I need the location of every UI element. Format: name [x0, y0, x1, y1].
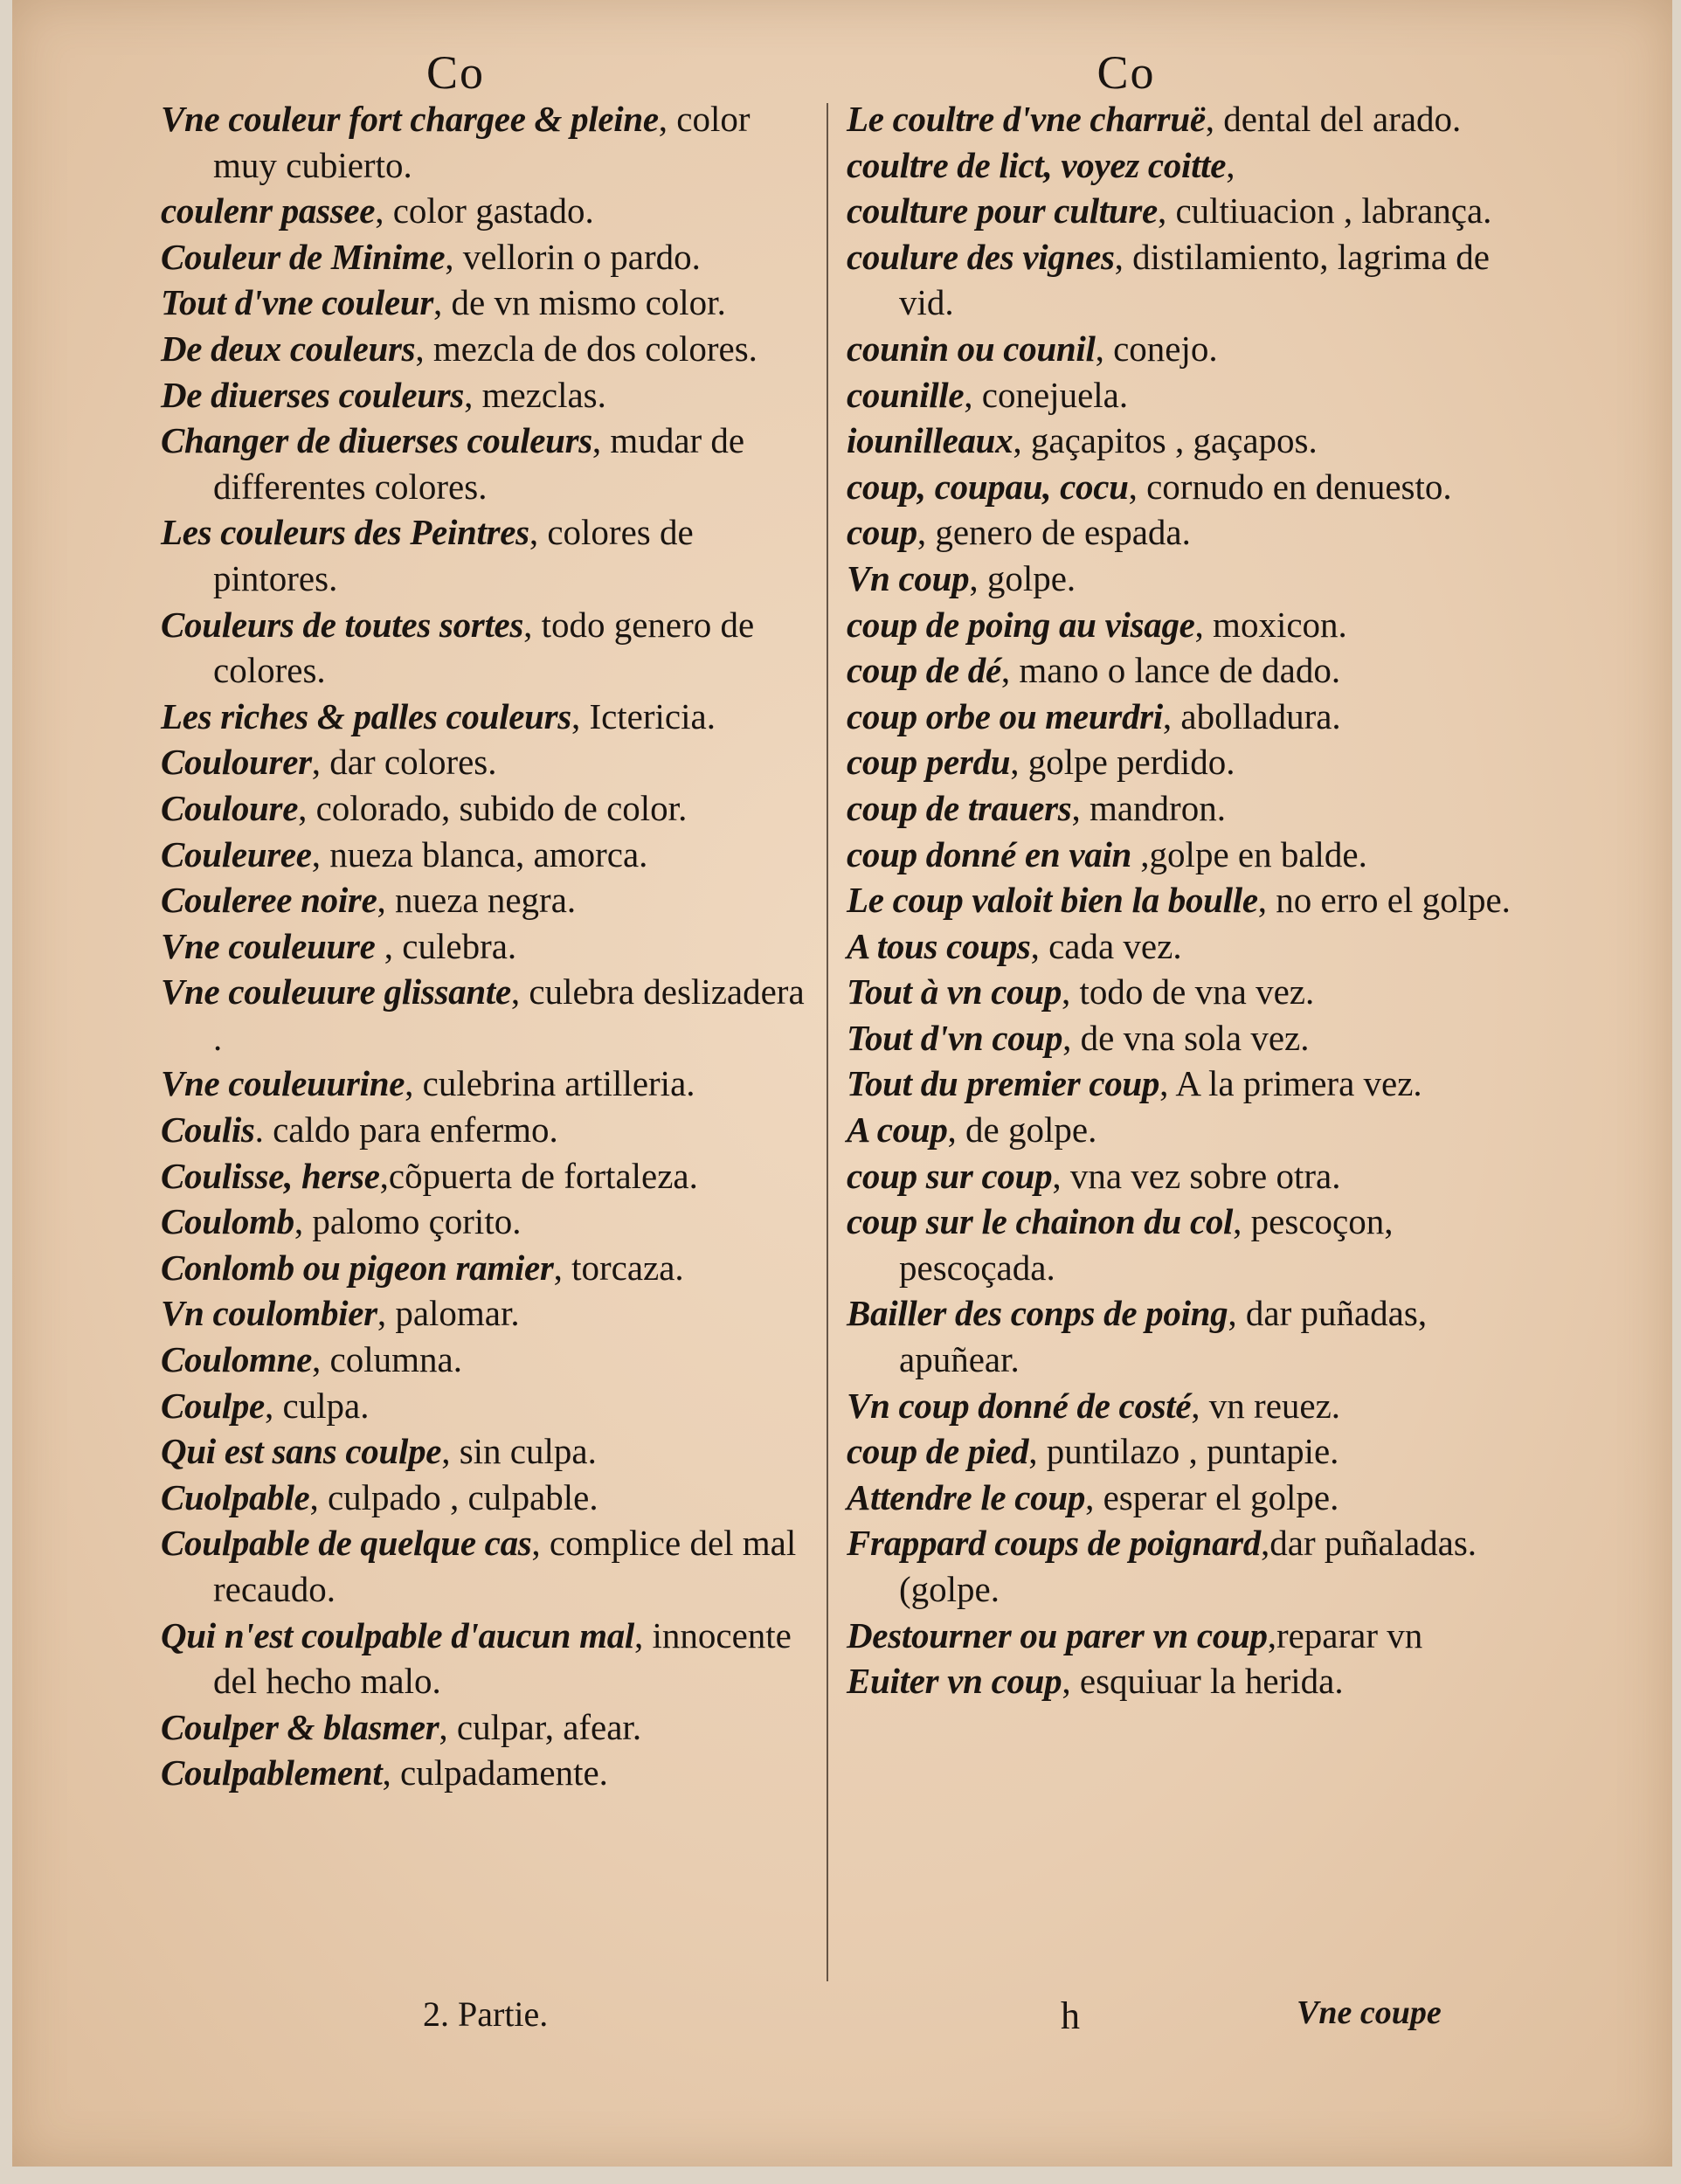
signature-mark: 2. Partie. [423, 1994, 549, 2034]
dictionary-entry [161, 1061, 820, 1107]
entry-definition: , todo genero de colores. [213, 604, 755, 691]
entry-headword: coup orbe ou meurdri [847, 695, 1163, 736]
dictionary-entry [847, 1475, 1511, 1521]
entry-headword: A coup [847, 1109, 948, 1151]
dictionary-entry [847, 647, 1511, 694]
dictionary-entry [161, 785, 820, 832]
entry-headword: Couleuree [161, 833, 312, 874]
dictionary-entry [847, 694, 1511, 740]
entry-definition: , vn reuez. [1191, 1385, 1341, 1426]
entry-headword: coultre de lict, voyez coitte [847, 144, 1227, 185]
entry-definition: ,cõpuerta de fortaleza. [379, 1155, 698, 1196]
entry-headword: Vn coup [847, 557, 970, 598]
entry-definition: , golpe perdido. [1010, 742, 1235, 783]
entry-definition: , culpado , culpable. [309, 1476, 598, 1517]
entry-definition: , [1226, 144, 1235, 185]
entry-definition: , conejuela. [964, 374, 1129, 415]
entry-definition: , nueza blanca, amorca. [311, 833, 648, 874]
entry-headword: Couloure [161, 787, 299, 828]
right-entries [847, 96, 1511, 1704]
entry-headword: Coulomb [161, 1201, 294, 1242]
entry-headword: Le coultre d'vne charruë [847, 99, 1206, 139]
dictionary-entry [847, 1613, 1511, 1659]
entry-definition: , culpa. [264, 1385, 370, 1426]
entry-definition: , cornudo en denuesto. [1128, 466, 1452, 507]
dictionary-entry [161, 1245, 820, 1291]
entry-headword: Coulper & blasmer [161, 1706, 439, 1747]
entry-headword: coup sur le chainon du col [847, 1201, 1234, 1242]
entry-headword: coup, coupau, cocu [847, 466, 1129, 507]
entry-definition: , culpadamente. [382, 1752, 608, 1794]
entry-definition: , dar colores. [311, 742, 497, 783]
entry-definition: , genero de espada. [917, 512, 1191, 553]
entry-definition: , moxicon. [1194, 604, 1347, 645]
entry-headword: coulure des vignes [847, 236, 1115, 277]
dictionary-entry [847, 739, 1511, 785]
entry-headword: Vne couleur fort chargee & pleine [161, 99, 659, 139]
dictionary-entry [847, 602, 1511, 648]
entry-definition: , culebra deslizadera . [213, 971, 805, 1058]
dictionary-entry [161, 509, 820, 601]
entry-definition: , culebrina artilleria. [405, 1063, 695, 1104]
dictionary-entry [161, 1475, 820, 1521]
entry-headword: coup de poing au visage [847, 604, 1195, 645]
dictionary-entry [847, 326, 1511, 372]
entry-definition: , nueza negra. [377, 880, 577, 921]
entry-headword: Tout à vn coup [847, 971, 1062, 1013]
dictionary-entry [161, 602, 820, 694]
entry-definition: , colorado, subido de color. [298, 787, 688, 828]
dictionary-entry [161, 1704, 820, 1751]
dictionary-entry [847, 1428, 1511, 1475]
entry-headword: Couleurs de toutes sortes [161, 604, 524, 645]
entry-headword: Destourner ou parer vn coup [847, 1614, 1268, 1655]
dictionary-entry [161, 1613, 820, 1704]
dictionary-entry [847, 464, 1511, 510]
dictionary-entry [847, 1107, 1511, 1153]
dictionary-entry [161, 1290, 820, 1337]
entry-definition: , mezclas. [464, 374, 606, 415]
entry-headword: Tout d'vn coup [847, 1017, 1063, 1058]
entry-definition: , cada vez. [1030, 925, 1182, 966]
entry-definition: . caldo para enfermo. [254, 1109, 558, 1151]
entry-definition: , no erro el golpe. [1257, 880, 1511, 921]
dictionary-entry [847, 96, 1511, 142]
entry-headword: Changer de diuerses couleurs [161, 420, 592, 461]
entry-definition: , palomo çorito. [294, 1201, 522, 1242]
dictionary-entry [161, 1520, 820, 1612]
entry-definition: , abolladura. [1162, 695, 1341, 736]
entry-headword: Vn coulombier [161, 1293, 377, 1334]
dictionary-entry [161, 1383, 820, 1429]
dictionary-entry [847, 1290, 1511, 1382]
entry-definition: , torcaza. [553, 1247, 684, 1288]
dictionary-entry [847, 418, 1511, 464]
dictionary-entry [161, 1107, 820, 1153]
dictionary-entry [847, 832, 1511, 878]
column-divider [827, 103, 828, 1981]
entry-definition: , esperar el golpe. [1085, 1476, 1339, 1517]
entry-headword: coup de pied [847, 1431, 1029, 1472]
entry-headword: coup de trauers [847, 787, 1072, 828]
entry-definition: , esquiuar la herida. [1062, 1661, 1344, 1702]
dictionary-entry [847, 1658, 1511, 1704]
dictionary-entry [847, 1015, 1511, 1061]
entry-definition: ,dar puñaladas. (golpe. [899, 1523, 1477, 1609]
entry-headword: Coulourer [161, 742, 312, 783]
entry-definition: , golpe. [969, 557, 1076, 598]
entry-definition: , dar puñadas, apuñear. [899, 1293, 1428, 1380]
entry-definition: , mudar de differentes colores. [213, 420, 745, 507]
entry-headword: coulture pour culture [847, 190, 1158, 232]
entry-definition: , de vna sola vez. [1062, 1017, 1310, 1058]
entry-definition: , vna vez sobre otra. [1052, 1155, 1341, 1196]
entry-headword: Coulpe [161, 1385, 265, 1426]
entry-definition: , culebra. [375, 925, 517, 966]
entry-headword: Qui est sans coulpe [161, 1431, 442, 1472]
entry-definition: , palomar. [377, 1293, 520, 1334]
signature-letter: h [1061, 1994, 1080, 2037]
entry-headword: counille [847, 374, 965, 415]
entry-headword: Couleree noire [161, 880, 377, 921]
entry-headword: coup de dé [847, 650, 1001, 691]
entry-definition: , A la primera vez. [1159, 1063, 1422, 1104]
entry-definition: , mandron. [1071, 787, 1226, 828]
entry-headword: Coulpablement [161, 1752, 383, 1794]
entry-headword: coup perdu [847, 742, 1011, 783]
entry-definition: , dental del arado. [1205, 99, 1462, 139]
dictionary-entry [847, 923, 1511, 970]
entry-definition: , culpar, afear. [439, 1706, 642, 1747]
dictionary-entry [847, 509, 1511, 556]
entry-headword: Vne couleuure glissante [161, 971, 511, 1013]
entry-headword: Frappard coups de poignard [847, 1523, 1262, 1564]
entry-headword: Coulis [161, 1109, 255, 1151]
dictionary-entry [847, 556, 1511, 602]
entry-definition: , innocente del hecho malo. [213, 1614, 792, 1702]
entry-headword: iounilleaux [847, 420, 1013, 461]
dictionary-entry [847, 188, 1511, 234]
entry-headword: Conlomb ou pigeon ramier [161, 1247, 554, 1288]
entry-headword: coup [847, 512, 917, 553]
entry-headword: counin ou counil [847, 328, 1096, 369]
entry-headword: Tout du premier coup [847, 1063, 1160, 1104]
entry-headword: Tout d'vne couleur [161, 282, 434, 323]
entry-headword: De diuerses couleurs [161, 374, 465, 415]
dictionary-entry [161, 694, 820, 740]
book-page [12, 0, 1672, 2167]
entry-definition: , cultiuacion , labrança. [1157, 190, 1492, 232]
dictionary-entry [161, 1153, 820, 1199]
dictionary-entry [847, 969, 1511, 1015]
entry-headword: Qui n'est coulpable d'aucun mal [161, 1614, 634, 1655]
catchword: Vne coupe [1297, 1994, 1442, 2031]
entry-definition: , vellorin o pardo. [445, 236, 701, 277]
entry-definition: , mano o lance de dado. [1000, 650, 1341, 691]
entry-headword: A tous coups [847, 925, 1031, 966]
right-running-header: Co [1096, 46, 1156, 99]
entry-headword: Le coup valoit bien la boulle [847, 880, 1258, 921]
dictionary-entry [161, 832, 820, 878]
entry-definition: , color muy cubierto. [213, 99, 751, 185]
dictionary-entry [161, 280, 820, 326]
entry-definition: , Ictericia. [571, 695, 716, 736]
dictionary-entry [161, 1337, 820, 1383]
entry-headword: coup sur coup [847, 1155, 1053, 1196]
entry-definition: , mezcla de dos colores. [415, 328, 757, 369]
dictionary-entry [847, 1199, 1511, 1290]
entry-headword: Attendre le coup [847, 1476, 1086, 1517]
dictionary-entry [847, 372, 1511, 418]
left-entries [161, 96, 820, 1796]
entry-definition: , gaçapitos , gaçapos. [1013, 420, 1318, 461]
entry-definition: , puntilazo , puntapie. [1028, 1431, 1339, 1472]
entry-definition: , distilamiento, lagrima de vid. [899, 236, 1490, 323]
entry-headword: Euiter vn coup [847, 1661, 1062, 1702]
dictionary-entry [161, 1428, 820, 1475]
dictionary-entry [847, 142, 1511, 189]
entry-headword: Couleur de Minime [161, 236, 446, 277]
dictionary-entry [161, 418, 820, 509]
dictionary-entry [161, 877, 820, 923]
dictionary-entry [847, 1383, 1511, 1429]
entry-definition: , columna. [312, 1339, 462, 1380]
entry-headword: Les riches & palles couleurs [161, 695, 571, 736]
dictionary-entry [847, 1061, 1511, 1107]
entry-headword: Les couleurs des Peintres [161, 512, 529, 553]
entry-headword: Coulomne [161, 1339, 313, 1380]
dictionary-entry [161, 234, 820, 280]
entry-headword: Vne couleuure [161, 925, 376, 966]
entry-definition: , de vn mismo color. [433, 282, 726, 323]
dictionary-entry [161, 1199, 820, 1245]
entry-definition: , todo de vna vez. [1062, 971, 1315, 1013]
entry-definition: , de golpe. [947, 1109, 1097, 1151]
entry-definition: , pescoçon, pescoçada. [899, 1201, 1394, 1288]
dictionary-entry [161, 923, 820, 970]
entry-headword: Cuolpable [161, 1476, 310, 1517]
entry-definition: , colores de pintores. [213, 512, 694, 598]
dictionary-entry [161, 326, 820, 372]
entry-headword: Bailler des conps de poing [847, 1293, 1228, 1334]
entry-headword: Vn coup donné de costé [847, 1385, 1192, 1426]
entry-definition: , sin culpa. [441, 1431, 597, 1472]
entry-definition: , complice del mal recaudo. [213, 1523, 797, 1609]
dictionary-entry [847, 785, 1511, 832]
entry-definition: , color gastado. [375, 190, 594, 232]
dictionary-entry [161, 96, 820, 188]
entry-definition: ,golpe en balde. [1131, 833, 1367, 874]
dictionary-entry [161, 372, 820, 418]
dictionary-entry [161, 739, 820, 785]
entry-headword: coulenr passee [161, 190, 376, 232]
dictionary-entry [847, 877, 1511, 923]
entry-headword: Coulpable de quelque cas [161, 1523, 532, 1564]
left-running-header: Co [425, 46, 486, 99]
dictionary-entry [161, 1750, 820, 1796]
entry-headword: De deux couleurs [161, 328, 416, 369]
dictionary-entry [161, 969, 820, 1061]
dictionary-entry [847, 1153, 1511, 1199]
dictionary-entry [161, 188, 820, 234]
entry-definition: , conejo. [1095, 328, 1218, 369]
dictionary-entry [847, 1520, 1511, 1612]
dictionary-entry [847, 234, 1511, 326]
entry-definition: ,reparar vn [1267, 1614, 1423, 1655]
entry-headword: Coulisse, herse [161, 1155, 380, 1196]
entry-headword: coup donné en vain [847, 833, 1132, 874]
entry-headword: Vne couleuurine [161, 1063, 405, 1104]
